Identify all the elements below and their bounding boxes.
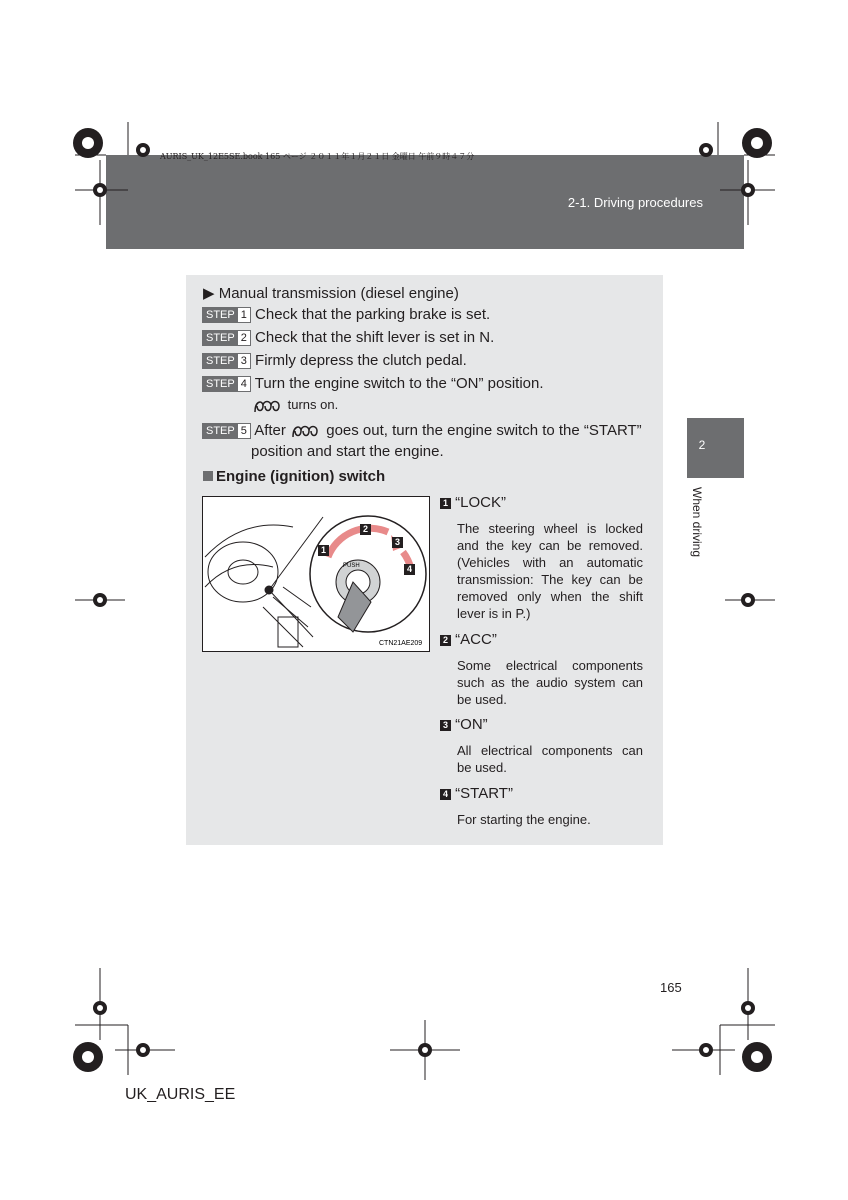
step-text: Firmly depress the clutch pedal. [255, 352, 467, 369]
chapter-label: When driving [690, 487, 704, 558]
step-badge: STEP 4 [202, 376, 251, 392]
position-3-desc: All electrical components can be used. [457, 743, 643, 775]
switch-heading: Engine (ignition) switch [203, 468, 385, 485]
heading-text: Manual transmission (diesel engine) [218, 285, 459, 302]
position-4-label: 4 “START” [440, 785, 513, 802]
position-1-desc: The steering wheel is locked and the key can be removed. (Vehicles with an automatic transmission: The key can be removed only when the shift lever is in P.) [457, 521, 643, 621]
step-4 [202, 375, 544, 392]
step-badge: STEP 3 [202, 353, 251, 369]
step-3 [202, 352, 467, 369]
square-bullet-icon [203, 471, 213, 481]
callout-1: 1 [318, 545, 329, 556]
glow-indicator-note: turns on. [252, 397, 338, 414]
step-1 [202, 306, 490, 323]
push-label: PUSH [343, 563, 360, 569]
chapter-number: 2 [698, 438, 706, 452]
step-badge: STEP 5 [202, 423, 251, 439]
callout-3: 3 [392, 537, 403, 548]
step-badge: STEP 2 [202, 330, 251, 346]
dashboard-illustration [203, 497, 429, 651]
file-info-line: AURIS_UK_12E5SE.book 165 ページ ２０１１年１月２１日 金曜日 午前９時４７分 [160, 152, 475, 161]
position-2-label: 2 “ACC” [440, 631, 497, 648]
position-1-label: 1 “LOCK” [440, 494, 506, 511]
callout-4: 4 [404, 564, 415, 575]
callout-2: 2 [360, 524, 371, 535]
transmission-heading [203, 284, 459, 302]
illustration-code: CTN21AE209 [379, 640, 423, 647]
ignition-switch-illustration [202, 496, 430, 652]
document-code: UK_AURIS_EE [125, 1086, 236, 1103]
section-title: 2-1. Driving procedures [567, 195, 703, 210]
position-4-desc: For starting the engine. [457, 812, 591, 827]
step-text: Check that the parking brake is set. [255, 306, 491, 323]
step-text: Turn the engine switch to the “ON” position. [254, 375, 544, 392]
step-5-continued: position and start the engine. [251, 443, 444, 460]
position-2-desc: Some electrical components such as the audio system can be used. [457, 658, 643, 707]
step-2 [202, 329, 494, 346]
glow-plug-indicator-icon [252, 398, 284, 414]
position-3-label: 3 “ON” [440, 716, 488, 733]
triangle-bullet-icon: ▶ [203, 285, 215, 302]
step-text: Check that the shift lever is set in N. [255, 329, 495, 346]
page-number: 165 [660, 980, 682, 995]
step-5: STEP 5 After goes out, turn the engine switch to the “START” [202, 422, 642, 439]
glow-plug-indicator-icon [290, 423, 322, 439]
step-badge: STEP 1 [202, 307, 251, 323]
